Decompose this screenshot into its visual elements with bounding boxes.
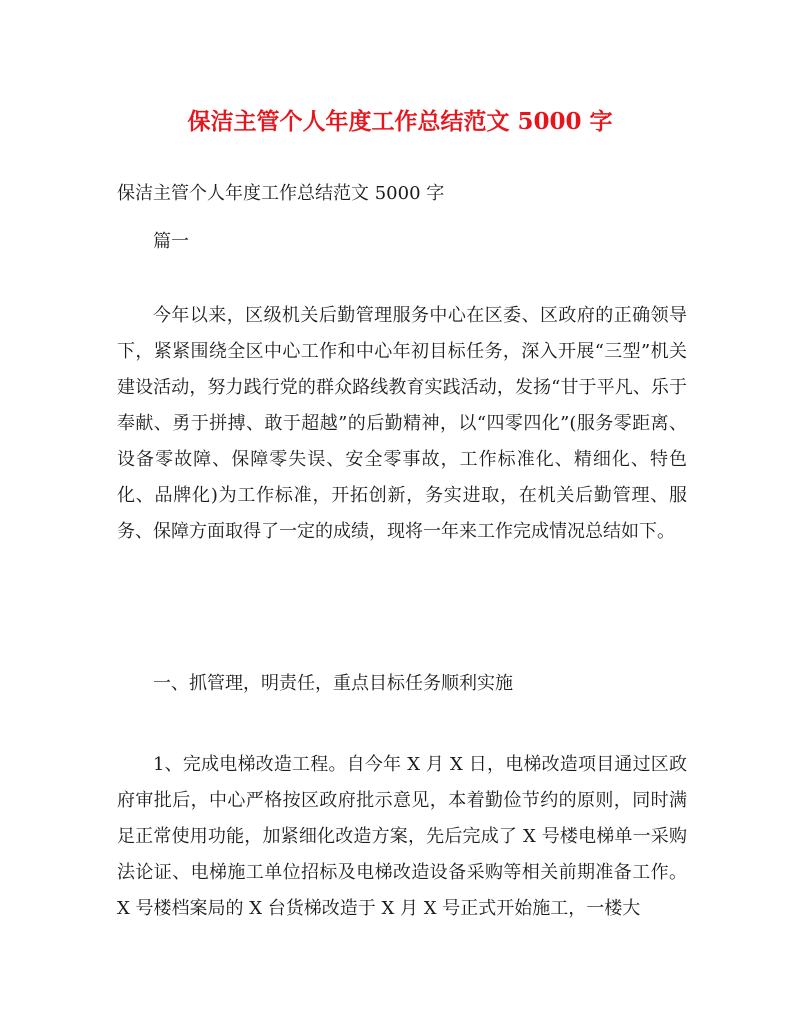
paragraph-elevator: 1、完成电梯改造工程。自今年 X 月 X 日，电梯改造项目通过区政府审批后，中心严格按区政府批示意见，本着勤俭节约的原则，同时满足正常使用功能，加紧细化改造方案，先后完成了 X 号楼电梯单一采购法论证、电梯施工单位招标及电梯改造设备采购等相关前期准备工作。X 号楼档案局的 X 台货梯改造于 X 月 X 号正式开始施工，一楼大 <box>117 754 687 919</box>
section-label: 篇一 <box>153 231 189 252</box>
section-heading-1: 一、抓管理，明责任，重点目标任务顺利实施 <box>153 673 513 694</box>
document-title: 保洁主管个人年度工作总结范文 5000 字 <box>187 108 613 135</box>
paragraph-intro: 今年以来，区级机关后勤管理服务中心在区委、区政府的正确领导下，紧紧围绕全区中心工作和中心年初目标任务，深入开展“三型”机关建设活动，努力践行党的群众路线教育实践活动，发扬“甘于平凡、乐于奉献、勇于拼搏、敢于超越”的后勤精神，以“四零四化”(服务零距离、设备零故障、保障零失误、安全零事故，工作标准化、精细化、特色化、品牌化)为工作标准，开拓创新，务实进取，在机关后勤管理、服务、保障方面取得了一定的成绩，现将一年来工作完成情况总结如下。 <box>117 305 687 542</box>
document-subtitle: 保洁主管个人年度工作总结范文 5000 字 <box>117 183 445 204</box>
